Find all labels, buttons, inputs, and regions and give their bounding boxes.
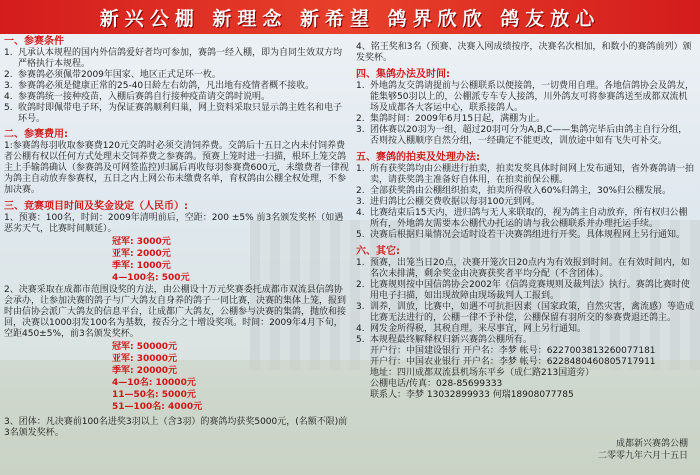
condition-item bbox=[4, 70, 350, 81]
auction-item-text: 进归鸽比公棚交费收据以每羽100元到网。 bbox=[370, 197, 541, 207]
auction-item-text: 全部获奖鸽由公棚组织拍卖，拍卖所得收入60%归鸽主，30%归公棚发展。 bbox=[370, 186, 672, 196]
condition-item-number: 2. bbox=[4, 70, 13, 80]
other-item-number: 1. bbox=[356, 258, 365, 268]
condition-item-number: 3. bbox=[4, 81, 13, 91]
right-column bbox=[356, 34, 696, 401]
condition-item-number: 1. bbox=[4, 48, 13, 58]
condition-item-number: 5. bbox=[4, 103, 13, 113]
other-item-text: 训养，训放，比赛中，如遇不可抗拒因素（国家政策，自然灾害，禽流感）等造成比赛无法进行的，公棚一律不予补偿，公棚保留有羽所交的参赛费退还鸽主。 bbox=[370, 302, 695, 323]
signature-date: 二零零九年六月十五日 bbox=[597, 451, 688, 461]
collection-list bbox=[356, 81, 696, 147]
collection-item-number: 1. bbox=[356, 81, 365, 91]
condition-item bbox=[4, 48, 350, 70]
section-title-collection: 四、集鸽办法及时间: bbox=[356, 69, 450, 80]
auction-item bbox=[356, 164, 696, 186]
prelim-award-line: 冠军: 3000元 bbox=[112, 237, 171, 247]
section-title-fees: 二、参赛费用: bbox=[4, 129, 68, 140]
collection-item-number: 2. bbox=[356, 114, 365, 124]
auction-list bbox=[356, 164, 696, 241]
other-list bbox=[356, 258, 696, 346]
signature-org: 成都新兴赛鸽公棚 bbox=[615, 439, 688, 449]
auction-item-text: 所有获奖鸽均由公棚进行拍卖，拍卖发奖具体时间网上发布通知，省外赛鸽请一拍卖，请获奖鸽主准备好自体用，在拍卖前保公棚。 bbox=[370, 164, 695, 185]
team-text: 3、团体：凡决赛前100名进奖3羽以上（含3羽）的赛鸽均获奖5000元，(名额不限)前3名颁发奖杯。 bbox=[4, 417, 348, 438]
collection-item-number: 3. bbox=[356, 125, 365, 135]
collection-item bbox=[356, 125, 696, 147]
other-item-text: 网发金所得税，其税自理。来尽事宜，网上另行通知。 bbox=[370, 324, 587, 334]
auction-item-number: 2. bbox=[356, 186, 365, 196]
collection-item bbox=[356, 81, 696, 114]
other-item-number: 3. bbox=[356, 302, 365, 312]
other-item bbox=[356, 258, 696, 280]
auction-item-number: 1. bbox=[356, 164, 365, 174]
other-item bbox=[356, 280, 696, 302]
other-item-text: 预赛，出笼当日20点，决赛开笼次日20点内为有效报到时间。在有效时间内，如名次未排满，剩余奖金由决赛获奖者平均分配（不含团体）。 bbox=[370, 258, 690, 279]
other-item bbox=[356, 324, 696, 335]
section-title-other: 六、其它: bbox=[356, 246, 400, 257]
left-column bbox=[4, 34, 350, 439]
prelim-award-line: 4—100名: 500元 bbox=[112, 273, 190, 283]
final-award-line: 11—50名: 5000元 bbox=[112, 390, 196, 400]
auction-item bbox=[356, 230, 696, 241]
final-award-line: 季军: 20000元 bbox=[112, 366, 178, 376]
contact-line: 公棚电话/传真：028-85699333 bbox=[370, 379, 503, 389]
other-item-number: 4. bbox=[356, 324, 365, 334]
final-text: 2、决赛采取在成都市范围设奖的方法，由公棚设十万元奖赛委托成都市双流县信鸽协会承办，让参加决赛的鸽子与广大鸽友自身养的鸽子一同比赛，决赛的集体上笼，报到时由信协会派广大鸽友的信息平台，让成都广大鸽友，公棚参与决赛的集鸽，抛放和接回，决赛以1000羽发100名为基数，按否分之十增设奖项。时间：2009年4月下旬，空距450±5%，前3名颁发奖杯。 bbox=[4, 285, 347, 339]
final-award-line: 亚军: 30000元 bbox=[112, 354, 178, 364]
section-title-conditions: 一、参赛条件 bbox=[4, 36, 64, 47]
banner-slogan: 新兴公棚 新理念 新希望 鸽界欣欣 鸽友放心 bbox=[99, 7, 601, 30]
ace-award-text: 4、铭王奖和3名（预赛、决赛入网成绩按序，决赛名次相加，和数小的赛鸽前列）颁发奖杯。 bbox=[356, 42, 692, 63]
other-item bbox=[356, 302, 696, 324]
other-item-number: 2. bbox=[356, 280, 365, 290]
condition-item bbox=[4, 81, 350, 92]
final-award-line: 冠军: 50000元 bbox=[112, 342, 178, 352]
condition-item-text: 收鸽时即佩带电子环，为保证赛鸽顺利归巢，网上资料采取只显示鸽主姓名和电子环号。 bbox=[18, 103, 343, 124]
prelim-text: 1、预赛：100名，时间：2009年清明前后，空距：200 ±5% 前3名颁发奖杯（如遇恶劣天气，比赛时间顺延）。 bbox=[4, 213, 344, 234]
contact-line: 地址：四川成都双流县机场东平乡（成仁路213国道旁） bbox=[370, 368, 595, 378]
auction-item-number: 4. bbox=[356, 208, 365, 218]
header-banner bbox=[0, 0, 700, 34]
final-awards bbox=[112, 341, 350, 413]
auction-item bbox=[356, 186, 696, 197]
auction-item bbox=[356, 208, 696, 230]
other-item-text: 比赛规则按中国信鸽协会2002年《信鸽竞赛规则及裁判法》执行。赛鸽比赛时使用电子扫描，如出现故障由现场裁判人工报到。 bbox=[370, 280, 690, 301]
condition-item-text: 凡承认本规程的国内外信鸽爱好者均可参加，赛鸽一经入棚，即为自同生效双方均严格执行本规程。 bbox=[18, 48, 343, 69]
final-award-line: 51—100名: 4000元 bbox=[112, 402, 203, 412]
condition-item-text: 参赛鸽必须佩带2009年国家、地区正式足环一枚。 bbox=[18, 70, 221, 80]
section-title-auction: 五、赛鸽的拍卖及处理办法: bbox=[356, 152, 480, 163]
prelim-award-line: 亚军: 2000元 bbox=[112, 249, 171, 259]
final-award-line: 4—10名: 10000元 bbox=[112, 378, 196, 388]
auction-item bbox=[356, 197, 696, 208]
prelim-award-line: 季军: 1000元 bbox=[112, 261, 171, 271]
other-item bbox=[356, 335, 696, 346]
contact-line: 联系人：李梦 13032899933 何瑞18908077785 bbox=[370, 390, 574, 400]
collection-item-text: 集鸽时间：2009年6月15日起，满棚为止。 bbox=[370, 114, 546, 124]
contact-line: 开户行：中国农业银行 开户名：李梦 帐号：6228480460805717911 bbox=[370, 357, 656, 367]
prelim-awards bbox=[112, 236, 350, 284]
auction-item-number: 3. bbox=[356, 197, 365, 207]
collection-item-text: 外地鸽友交鸽请提前与公棚联系以便接鸽，一切费用自理。各地信鸽协会及鸽友，能集够50羽以上的，公棚派专车专人接鸽，川外鸽友可将参赛鸽送至成都双流机场及成都各大客运中心，联系接鸽人。 bbox=[370, 81, 695, 113]
auction-item-text: 比赛结束后15天内，进归鸽与无人来联取的，视为鸽主自动放弃，所有权归公棚所有，外地鸽友需要本公棚代办托运的请与我公棚联系并办理托运手续。 bbox=[370, 208, 688, 229]
contact-info bbox=[356, 346, 696, 401]
other-item-text: 本规程最终解释权归新兴赛鸽公棚所有。 bbox=[370, 335, 533, 345]
condition-item-text: 参赛鸽必须是健康正常的25-40日龄左右幼鸽，凡出地有疫情者概不接收。 bbox=[18, 81, 315, 91]
contact-line: 开户行：中国建设银行 开户名：李梦 帐号：6227003813260077181 bbox=[370, 346, 656, 356]
signature-block bbox=[598, 438, 688, 462]
auction-item-number: 5. bbox=[356, 230, 365, 240]
condition-item-number: 4. bbox=[4, 92, 13, 102]
section-title-competition: 三、竞赛项目时间及奖金设定（人民币）: bbox=[4, 201, 188, 212]
condition-item-text: 参赛鸽统一接种疫苗，入棚后赛鸽自行接种疫苗请交鸽时说明。 bbox=[18, 92, 271, 102]
conditions-list bbox=[4, 48, 350, 125]
other-item-number: 5. bbox=[356, 335, 365, 345]
condition-item bbox=[4, 103, 350, 125]
auction-item-text: 决赛后根据归巢情况会适时设若干决赛鸽组进行开奖。具体规程网上另行通知。 bbox=[370, 230, 686, 240]
collection-item bbox=[356, 114, 696, 125]
fees-text: 1:参赛鸽每羽收取参赛费120元交鸽时必须交清饲养费。交鸽后十五日之内未付饲养费者公棚有权以任何方式处理未交饲养费之参赛鸽。预赛上笼时进一扫描，根环上笼交鸽主上手输鸽确认（参赛鸽及可网签监控)归属后再收每羽参赛费600元，未缴费者一律视为鸽主自动放弃参赛权，五日之内上网公布未缴费名单，育权鸽由公棚全权处理，不参加决赛。 bbox=[4, 141, 349, 195]
collection-item-text: 团体赛以20羽为一组，超过20羽可分为A,B,C——集鸽完毕后由鸽主自行分组，否则按入棚顺序自然分组，一经确定不能更改，训放途中如有飞失可补交。 bbox=[370, 125, 688, 146]
condition-item bbox=[4, 92, 350, 103]
